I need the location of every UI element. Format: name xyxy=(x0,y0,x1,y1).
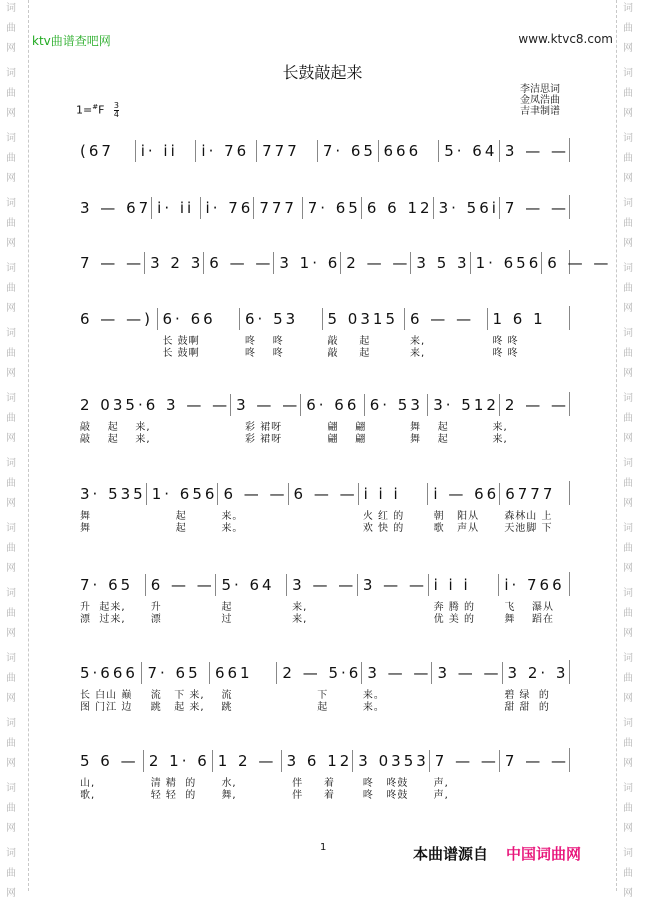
watermark-glyph: 曲 xyxy=(623,738,633,749)
source-credit xyxy=(413,843,581,864)
song-title: 长鼓敲起来 xyxy=(282,63,363,82)
measure: 3 — — xyxy=(431,662,501,684)
lyric-cell: 起 xyxy=(221,602,233,613)
lyric-cell: 翩 翩 xyxy=(327,434,367,445)
score-line xyxy=(80,195,570,219)
measure: 6777 xyxy=(499,483,569,505)
measure: 6· 53 xyxy=(239,308,322,330)
measure: i· ii xyxy=(151,197,199,219)
watermark-glyph: 词 xyxy=(6,68,16,79)
credits xyxy=(520,84,560,117)
lyric-cell: 漂 xyxy=(150,614,162,625)
lyric-cell: 欢 快 的 xyxy=(362,523,405,534)
lyric-cell xyxy=(429,702,500,714)
lyric-cell xyxy=(499,790,570,802)
lyric-cell: 来。 xyxy=(362,702,385,713)
measure: 3 — — xyxy=(361,662,431,684)
watermark-glyph: 曲 xyxy=(6,88,16,99)
measure: 5· 64 xyxy=(438,140,499,162)
measure: 6 — — xyxy=(145,574,216,596)
watermark-glyph: 网 xyxy=(623,43,633,54)
watermark-glyph: 网 xyxy=(623,823,633,834)
watermark-glyph: 网 xyxy=(623,888,633,899)
lyric-cell: 敲 起 xyxy=(327,348,371,359)
measure: 2 1· 6 xyxy=(143,750,212,772)
watermark-glyph: 网 xyxy=(6,823,16,834)
lyrics-row xyxy=(80,523,570,535)
score-line xyxy=(80,572,570,626)
lyric-cell: 过 xyxy=(221,614,233,625)
watermark-glyph: 网 xyxy=(623,628,633,639)
lyric-cell: 歌, xyxy=(80,790,96,801)
watermark-glyph: 词 xyxy=(623,718,633,729)
watermark-glyph: 网 xyxy=(6,693,16,704)
lyric-cell: 来, xyxy=(292,602,308,613)
measure: i i i xyxy=(428,574,499,596)
lyric-cell: 山, xyxy=(80,778,96,789)
page-number: 1 xyxy=(320,842,327,853)
lyric-cell: 来。 xyxy=(221,523,244,534)
watermark-glyph: 网 xyxy=(6,498,16,509)
measure: 3· 512 xyxy=(427,394,499,416)
measure: 3 0353 xyxy=(352,750,429,772)
right-margin-watermark xyxy=(616,0,645,899)
measure: 3 6 12 xyxy=(281,750,353,772)
measure: 6 — — xyxy=(541,252,611,274)
watermark-glyph: 曲 xyxy=(623,673,633,684)
lyric-cell: 歌 声从 xyxy=(433,523,480,534)
measure: i· ii xyxy=(135,140,196,162)
notes-row xyxy=(80,195,570,219)
measure: 6 — — xyxy=(288,483,358,505)
watermark-glyph: 词 xyxy=(6,198,16,209)
lyric-cell: 图 门江 边 xyxy=(80,702,133,713)
watermark-glyph: 词 xyxy=(6,848,16,859)
lyric-cell: 舞 xyxy=(80,523,91,534)
measure: 3 — — xyxy=(499,140,569,162)
notes-row xyxy=(80,392,570,416)
measure: 5·666 xyxy=(80,664,138,682)
watermark-glyph: 词 xyxy=(623,588,633,599)
lyric-cell: 下 xyxy=(292,690,329,701)
source-label: 本曲谱源自 xyxy=(413,845,489,863)
score-line xyxy=(80,392,570,446)
watermark-glyph: 网 xyxy=(6,303,16,314)
watermark-glyph: 曲 xyxy=(6,803,16,814)
watermark-glyph: 曲 xyxy=(6,413,16,424)
measure: 1 6 1 xyxy=(487,308,570,330)
lyrics-row xyxy=(80,790,570,802)
watermark-glyph: 词 xyxy=(623,653,633,664)
measure: 6 6 12 xyxy=(361,197,433,219)
watermark-glyph: 曲 xyxy=(623,868,633,879)
watermark-glyph: 曲 xyxy=(6,218,16,229)
watermark-glyph: 词 xyxy=(6,458,16,469)
lyric-cell: 来, xyxy=(492,422,508,433)
measure: 7 — — xyxy=(499,750,569,772)
watermark-glyph: 曲 xyxy=(623,23,633,34)
watermark-glyph: 词 xyxy=(623,523,633,534)
lyric-cell: 流 下 来, xyxy=(150,690,205,701)
lyricist: 李洁思词 xyxy=(520,84,560,95)
lyric-cell: 水, xyxy=(221,778,237,789)
watermark-glyph: 词 xyxy=(623,848,633,859)
lyric-cell: 轻 轻 的 xyxy=(150,790,197,801)
site-name: ktv曲谱查吧网 xyxy=(32,34,111,48)
notes-row xyxy=(80,250,612,274)
watermark-glyph: 曲 xyxy=(6,608,16,619)
watermark-glyph: 曲 xyxy=(623,608,633,619)
notes-row xyxy=(80,572,570,596)
watermark-glyph: 曲 xyxy=(6,543,16,554)
lyric-cell xyxy=(429,690,500,702)
lyric-cell: 起 xyxy=(292,702,329,713)
watermark-glyph: 词 xyxy=(6,653,16,664)
lyric-cell: 奔 腾 的 xyxy=(433,602,475,613)
lyric-cell: 咚 咚 xyxy=(492,336,519,347)
lyrics-row xyxy=(80,690,570,702)
lyric-cell: 飞 瀑从 xyxy=(504,602,555,613)
measure: 3 — — xyxy=(230,394,300,416)
measure: 6 — — xyxy=(404,308,487,330)
lyric-cell: 升 起来, xyxy=(80,602,126,613)
measure: 661 xyxy=(209,662,276,684)
lyric-cell: 咚 咚 xyxy=(492,348,519,359)
watermark-glyph: 曲 xyxy=(623,283,633,294)
watermark-glyph: 网 xyxy=(623,498,633,509)
lyric-cell: 朝 阳从 xyxy=(433,511,480,522)
measure: 2 — — xyxy=(499,394,569,416)
lyric-cell: 敲 起 来, xyxy=(80,434,151,445)
composer: 金凤浩曲 xyxy=(520,95,560,106)
lyric-cell: 漂 过来, xyxy=(80,614,126,625)
measure: (67 xyxy=(80,142,114,160)
lyrics-row xyxy=(80,336,570,348)
lyric-cell: 舞 xyxy=(80,511,91,522)
notes-row xyxy=(80,748,570,772)
measure: 3 1· 6 xyxy=(273,252,340,274)
measure: 6· 66 xyxy=(300,394,364,416)
score-line xyxy=(80,748,570,802)
lyric-cell: 敲 起 来, xyxy=(80,422,151,433)
watermark-glyph: 曲 xyxy=(623,88,633,99)
measure: 3· 535 xyxy=(80,485,146,503)
lyric-cell: 来。 xyxy=(221,511,244,522)
watermark-glyph: 曲 xyxy=(6,868,16,879)
lyric-cell: 咚 咚 xyxy=(245,348,284,359)
watermark-glyph: 词 xyxy=(6,588,16,599)
lyrics-row xyxy=(80,778,570,790)
score-line xyxy=(80,660,570,714)
time-signature xyxy=(114,102,119,119)
watermark-glyph: 曲 xyxy=(623,218,633,229)
watermark-glyph: 词 xyxy=(6,3,16,14)
measure: i· 76 xyxy=(200,197,254,219)
watermark-glyph: 网 xyxy=(623,303,633,314)
watermark-glyph: 词 xyxy=(6,783,16,794)
watermark-glyph: 曲 xyxy=(6,478,16,489)
lyrics-row xyxy=(80,422,570,434)
watermark-glyph: 曲 xyxy=(6,283,16,294)
watermark-glyph: 词 xyxy=(6,718,16,729)
watermark-glyph: 词 xyxy=(6,523,16,534)
watermark-glyph: 词 xyxy=(623,783,633,794)
score-line xyxy=(80,138,570,162)
source-brand[interactable]: 中国词曲网 xyxy=(506,845,582,863)
notes-row xyxy=(80,481,570,505)
lyric-cell: 流 xyxy=(221,690,233,701)
measure: 3 — 67 xyxy=(80,199,152,217)
lyric-cell: 跳 起 来, xyxy=(150,702,205,713)
measure: 7· 65 xyxy=(317,140,378,162)
watermark-glyph: 网 xyxy=(6,628,16,639)
transcriber: 吉聿制谱 xyxy=(520,106,560,117)
watermark-glyph: 词 xyxy=(623,328,633,339)
lyric-cell: 咚 咚鼓 xyxy=(362,778,409,789)
measure: 2 — 5·6 xyxy=(276,662,361,684)
watermark-glyph: 词 xyxy=(623,458,633,469)
lyric-cell: 天池脚 下 xyxy=(504,523,553,534)
watermark-glyph: 词 xyxy=(623,198,633,209)
lyric-cell: 彩 裙呀 xyxy=(245,422,283,433)
measure: 6· 53 xyxy=(364,394,428,416)
watermark-glyph: 曲 xyxy=(623,543,633,554)
measure: 3 5 3 xyxy=(410,252,469,274)
measure: 3 — — xyxy=(357,574,428,596)
watermark-glyph: 网 xyxy=(623,758,633,769)
watermark-glyph: 网 xyxy=(6,758,16,769)
lyric-cell: 咚 咚 xyxy=(245,336,284,347)
lyric-cell: 声, xyxy=(433,778,449,789)
measure: 7· 65 xyxy=(80,576,134,594)
measure: 3 2· 3 xyxy=(502,662,569,684)
left-margin-watermark xyxy=(0,0,29,899)
lyric-cell: 舞 起 xyxy=(410,422,449,433)
lyric-cell: 彩 裙呀 xyxy=(245,434,283,445)
measure: 7 — — xyxy=(499,197,569,219)
lyric-cell: 碧 绿 的 xyxy=(504,690,550,701)
watermark-glyph: 词 xyxy=(6,328,16,339)
lyrics-row xyxy=(80,434,570,446)
measure: 7· 65 xyxy=(302,197,361,219)
lyric-cell: 跳 xyxy=(221,702,233,713)
watermark-glyph: 网 xyxy=(6,238,16,249)
measure: i· 766 xyxy=(498,574,569,596)
lyric-cell: 舞 起 xyxy=(410,434,449,445)
measure: 6 — — xyxy=(203,252,273,274)
lyric-cell: 来。 xyxy=(362,690,385,701)
lyric-cell xyxy=(80,336,158,348)
site-url[interactable]: www.ktvc8.com xyxy=(518,32,613,46)
watermark-glyph: 词 xyxy=(623,393,633,404)
measure: 2 035·6 3 — — xyxy=(80,396,231,414)
lyric-cell: 来, xyxy=(492,434,508,445)
lyric-cell xyxy=(287,523,358,535)
watermark-glyph: 词 xyxy=(6,393,16,404)
lyric-cell: 长 白山 巅 xyxy=(80,690,133,701)
score-line xyxy=(80,306,570,360)
measure: 6· 66 xyxy=(157,308,240,330)
lyric-cell xyxy=(499,778,570,790)
notes-row xyxy=(80,660,570,684)
lyric-cell: 长 鼓啊 xyxy=(162,336,200,347)
measure: i· 76 xyxy=(195,140,256,162)
watermark-glyph: 曲 xyxy=(623,803,633,814)
notes-row xyxy=(80,306,570,330)
measure: 1· 656 xyxy=(146,483,218,505)
watermark-glyph: 网 xyxy=(6,108,16,119)
lyric-cell: 升 xyxy=(150,602,162,613)
lyric-cell xyxy=(287,511,358,523)
measure: 5 6 — xyxy=(80,752,139,770)
lyric-cell xyxy=(80,348,158,360)
watermark-glyph: 网 xyxy=(623,563,633,574)
sharp-icon: # xyxy=(92,102,99,111)
lyric-cell: 来, xyxy=(410,336,426,347)
lyric-cell: 伴 着 xyxy=(292,790,336,801)
watermark-glyph: 曲 xyxy=(6,23,16,34)
measure: 7 — — xyxy=(80,254,145,272)
watermark-glyph: 曲 xyxy=(623,153,633,164)
lyric-cell: 舞, xyxy=(221,790,237,801)
measure: i — 66 xyxy=(427,483,499,505)
watermark-glyph: 网 xyxy=(623,173,633,184)
lyric-cell: 舞 蹈在 xyxy=(504,614,555,625)
measure: 2 — — xyxy=(340,252,410,274)
lyric-cell: 声, xyxy=(433,790,449,801)
watermark-glyph: 曲 xyxy=(623,478,633,489)
measure: 666 xyxy=(378,140,439,162)
watermark-glyph: 曲 xyxy=(623,413,633,424)
measure: 777 xyxy=(253,197,301,219)
lyric-cell: 长 鼓啊 xyxy=(162,348,200,359)
lyric-cell: 起 xyxy=(150,523,187,534)
watermark-glyph: 曲 xyxy=(6,153,16,164)
watermark-glyph: 网 xyxy=(6,173,16,184)
measure: 3· 56i xyxy=(433,197,499,219)
watermark-glyph: 网 xyxy=(6,368,16,379)
measure: 6 — —) xyxy=(80,310,153,328)
lyric-cell: 森林山 上 xyxy=(504,511,553,522)
measure: 5 0315 xyxy=(322,308,405,330)
watermark-glyph: 词 xyxy=(623,3,633,14)
watermark-glyph: 词 xyxy=(623,133,633,144)
watermark-glyph: 网 xyxy=(623,238,633,249)
measure: 5· 64 xyxy=(215,574,286,596)
lyrics-row xyxy=(80,348,570,360)
lyric-cell: 甜 甜 的 xyxy=(504,702,550,713)
watermark-glyph: 曲 xyxy=(623,348,633,359)
measure: 1· 656 xyxy=(470,252,542,274)
watermark-glyph: 词 xyxy=(623,68,633,79)
watermark-glyph: 网 xyxy=(6,888,16,899)
time-denominator: 4 xyxy=(113,110,120,119)
lyric-cell: 伴 着 xyxy=(292,778,336,789)
watermark-glyph: 网 xyxy=(623,693,633,704)
watermark-glyph: 网 xyxy=(623,368,633,379)
watermark-glyph: 网 xyxy=(6,563,16,574)
measure: 7 — — xyxy=(429,750,499,772)
lyric-cell: 翩 翩 xyxy=(327,422,367,433)
watermark-glyph: 曲 xyxy=(6,348,16,359)
lyric-cell xyxy=(158,422,241,434)
measure: 6 — — xyxy=(217,483,287,505)
score-line xyxy=(80,481,570,535)
measure: 3 — — xyxy=(286,574,357,596)
lyrics-row xyxy=(80,602,570,614)
measure: 1 2 — xyxy=(212,750,281,772)
lyrics-row xyxy=(80,702,570,714)
lyric-cell: 优 美 的 xyxy=(433,614,475,625)
measure: 3 2 3 xyxy=(144,252,203,274)
lyric-cell xyxy=(358,614,429,626)
measure: 7· 65 xyxy=(141,662,208,684)
measure: 777 xyxy=(256,140,317,162)
notes-row xyxy=(80,138,570,162)
lyric-cell: 来, xyxy=(410,348,426,359)
lyric-cell xyxy=(158,434,241,446)
score-line xyxy=(80,250,612,274)
key-signature xyxy=(76,102,119,119)
lyric-cell xyxy=(358,602,429,614)
lyric-cell: 敲 起 xyxy=(327,336,371,347)
watermark-glyph: 网 xyxy=(623,108,633,119)
watermark-glyph: 网 xyxy=(623,433,633,444)
lyric-cell: 咚 咚鼓 xyxy=(362,790,409,801)
lyric-cell: 清 精 的 xyxy=(150,778,197,789)
watermark-glyph: 词 xyxy=(623,263,633,274)
watermark-glyph: 曲 xyxy=(6,673,16,684)
watermark-glyph: 词 xyxy=(6,133,16,144)
watermark-glyph: 词 xyxy=(6,263,16,274)
lyrics-row xyxy=(80,511,570,523)
lyric-cell: 起 xyxy=(150,511,187,522)
watermark-glyph: 网 xyxy=(6,43,16,54)
key-note: F xyxy=(98,103,105,117)
lyrics-row xyxy=(80,614,570,626)
watermark-glyph: 网 xyxy=(6,433,16,444)
lyric-cell: 来, xyxy=(292,614,308,625)
lyric-cell: 火 红 的 xyxy=(362,511,405,522)
watermark-glyph: 曲 xyxy=(6,738,16,749)
time-numerator: 3 xyxy=(113,101,120,110)
measure: i i i xyxy=(358,483,428,505)
key-prefix: 1= xyxy=(76,103,93,117)
